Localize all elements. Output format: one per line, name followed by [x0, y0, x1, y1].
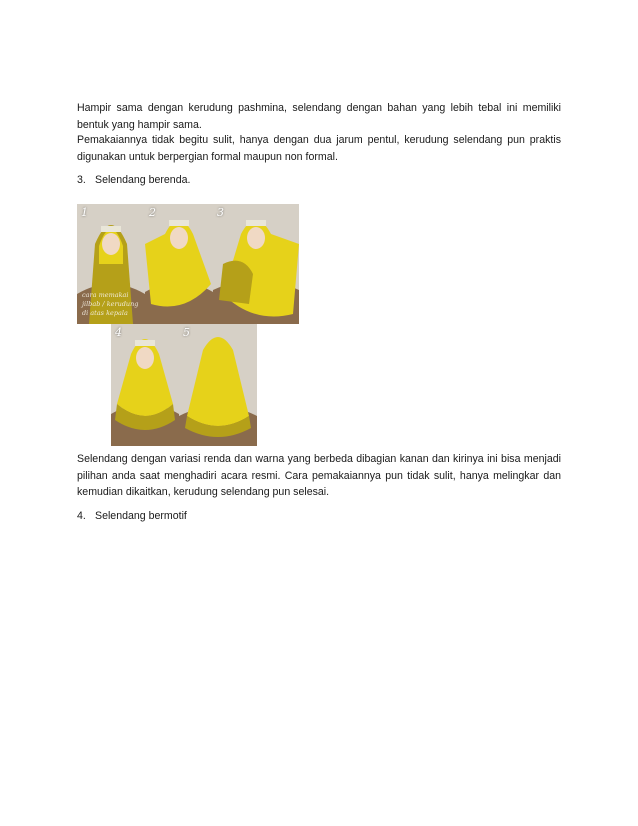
list-number: 3. — [77, 174, 86, 186]
step-number: 5 — [183, 326, 190, 339]
list-item-selendang-berenda — [77, 172, 190, 189]
list-label: Selendang bermotif — [95, 510, 187, 522]
usage-paragraph: Pemakaiannya tidak begitu sulit, hanya dengan dua jarum pentul, kerudung selendang pun praktis digunakan untuk berpergian formal maupun non formal. — [77, 134, 561, 163]
intro-paragraph: Hampir sama dengan kerudung pashmina, selendang dengan bahan yang lebih tebal ini memiliki bentuk yang hampir sama. — [77, 102, 561, 131]
step-number: 1 — [81, 206, 88, 219]
step-number: 3 — [217, 206, 224, 219]
tutorial-photo-step-1 — [77, 204, 145, 324]
step-number: 2 — [149, 206, 156, 219]
tutorial-photo-step-5 — [179, 324, 257, 446]
tutorial-photo-step-4 — [111, 324, 179, 446]
list-item-selendang-bermotif — [77, 508, 187, 525]
list-label: Selendang berenda. — [95, 174, 191, 186]
tutorial-photo-step-2 — [145, 204, 213, 324]
berenda-description: Selendang dengan variasi renda dan warna yang berbeda dibagian kanan dan kirinya ini bisa menjadi pilihan anda saat menghadiri acara resmi. Cara pemakaiannya pun tidak sulit, hanya melingkar dan kemudian dikaitkan, kerudung selendang pun selesai. — [77, 453, 561, 498]
tutorial-photo-step-3 — [213, 204, 299, 324]
step-number: 4 — [115, 326, 122, 339]
list-number: 4. — [77, 510, 86, 522]
watermark-text: cara memakai jilbab / kerudung di atas kepala — [82, 291, 139, 317]
